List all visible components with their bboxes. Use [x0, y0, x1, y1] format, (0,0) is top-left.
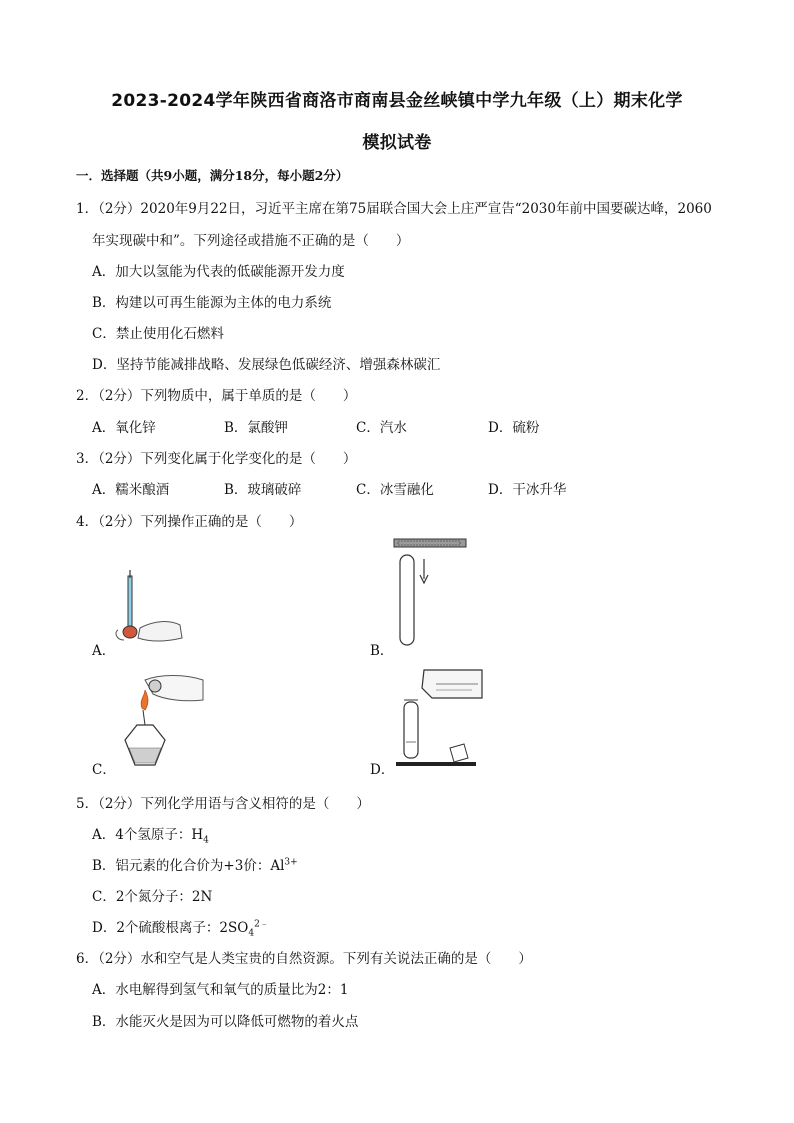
q4-figure-d-pouring-illustration [392, 662, 502, 772]
q6-stem: 6．（2分）水和空气是人类宝贵的自然资源。下列有关说法正确的是（ ） [76, 951, 532, 967]
q4-figure-a-dropper-illustration [110, 570, 200, 655]
q3-options [92, 478, 620, 498]
q2-option-d: D．硫粉 [488, 420, 540, 436]
q5-option-a [92, 823, 209, 846]
page-title-line1: 2023-2024学年陕西省商洛市商南县金丝峡镇中学九年级（上）期末化学 [111, 91, 683, 111]
q5-stem: 5．（2分）下列化学用语与含义相符的是（ ） [76, 796, 370, 812]
q4-figure-d-label: D． [370, 762, 395, 778]
q3-option-b: B．玻璃破碎 [224, 482, 302, 498]
page-title-line2: 模拟试卷 [362, 133, 432, 153]
q4-figure-c-label: C． [92, 762, 116, 778]
q4-figure-b-label: B． [370, 643, 394, 659]
q1-option-b: B．构建以可再生能源为主体的电力系统 [92, 295, 332, 311]
q1-stem-line1: 1．（2分）2020年9月22日，习近平主席在第75届联合国大会上庄严宣告“2030年前中国要碳达峰，2060 [76, 201, 712, 217]
q2-options [92, 416, 620, 436]
q2-option-b: B．氯酸钾 [224, 420, 288, 436]
q1-option-a: A．加大以氢能为代表的低碳能源开发力度 [92, 264, 345, 280]
q5-option-a-text: A．4个氢原子：H [92, 827, 204, 843]
q2-option-a: A．氧化锌 [92, 420, 156, 436]
q2-option-c: C．汽水 [356, 420, 407, 436]
section-heading: 一．选择题（共9小题，满分18分，每小题2分） [76, 168, 349, 183]
q3-option-c: C．冰雪融化 [356, 482, 434, 498]
q4-figure-a-label: A． [92, 643, 116, 659]
q4-figure-c-alcohol-lamp-illustration [115, 670, 210, 775]
q6-option-b: B．水能灭火是因为可以降低可燃物的着火点 [92, 1014, 359, 1030]
q4-figure-b-test-tube-illustration [390, 535, 480, 655]
q5-option-b-superscript: 3+ [284, 857, 298, 868]
q5-option-d-subscript: 4 [248, 928, 255, 939]
q5-option-d [92, 916, 269, 939]
q3-option-a: A．糯米酿酒 [92, 482, 170, 498]
q1-option-c: C．禁止使用化石燃料 [92, 326, 224, 342]
q5-option-d-text: D．2个硫酸根离子：2SO [92, 920, 249, 936]
q5-option-a-subscript: 4 [203, 835, 209, 846]
q3-stem: 3．（2分）下列变化属于化学变化的是（ ） [76, 451, 357, 467]
q5-option-d-superscript: 2﹣ [254, 919, 269, 930]
q5-option-b-text: B．铝元素的化合价为+3价：Al [92, 858, 285, 874]
q3-option-d: D．干冰升华 [488, 482, 567, 498]
q5-option-c: C．2个氮分子：2N [92, 889, 213, 905]
q4-stem: 4．（2分）下列操作正确的是（ ） [76, 514, 303, 530]
q5-option-b [92, 854, 298, 874]
q6-option-a: A．水电解得到氢气和氧气的质量比为2：1 [92, 982, 349, 998]
q1-option-d: D．坚持节能减排战略、发展绿色低碳经济、增强森林碳汇 [92, 357, 441, 373]
q1-stem-line2: 年实现碳中和”。下列途径或措施不正确的是（ ） [92, 233, 410, 249]
q2-stem: 2．（2分）下列物质中，属于单质的是（ ） [76, 388, 357, 404]
